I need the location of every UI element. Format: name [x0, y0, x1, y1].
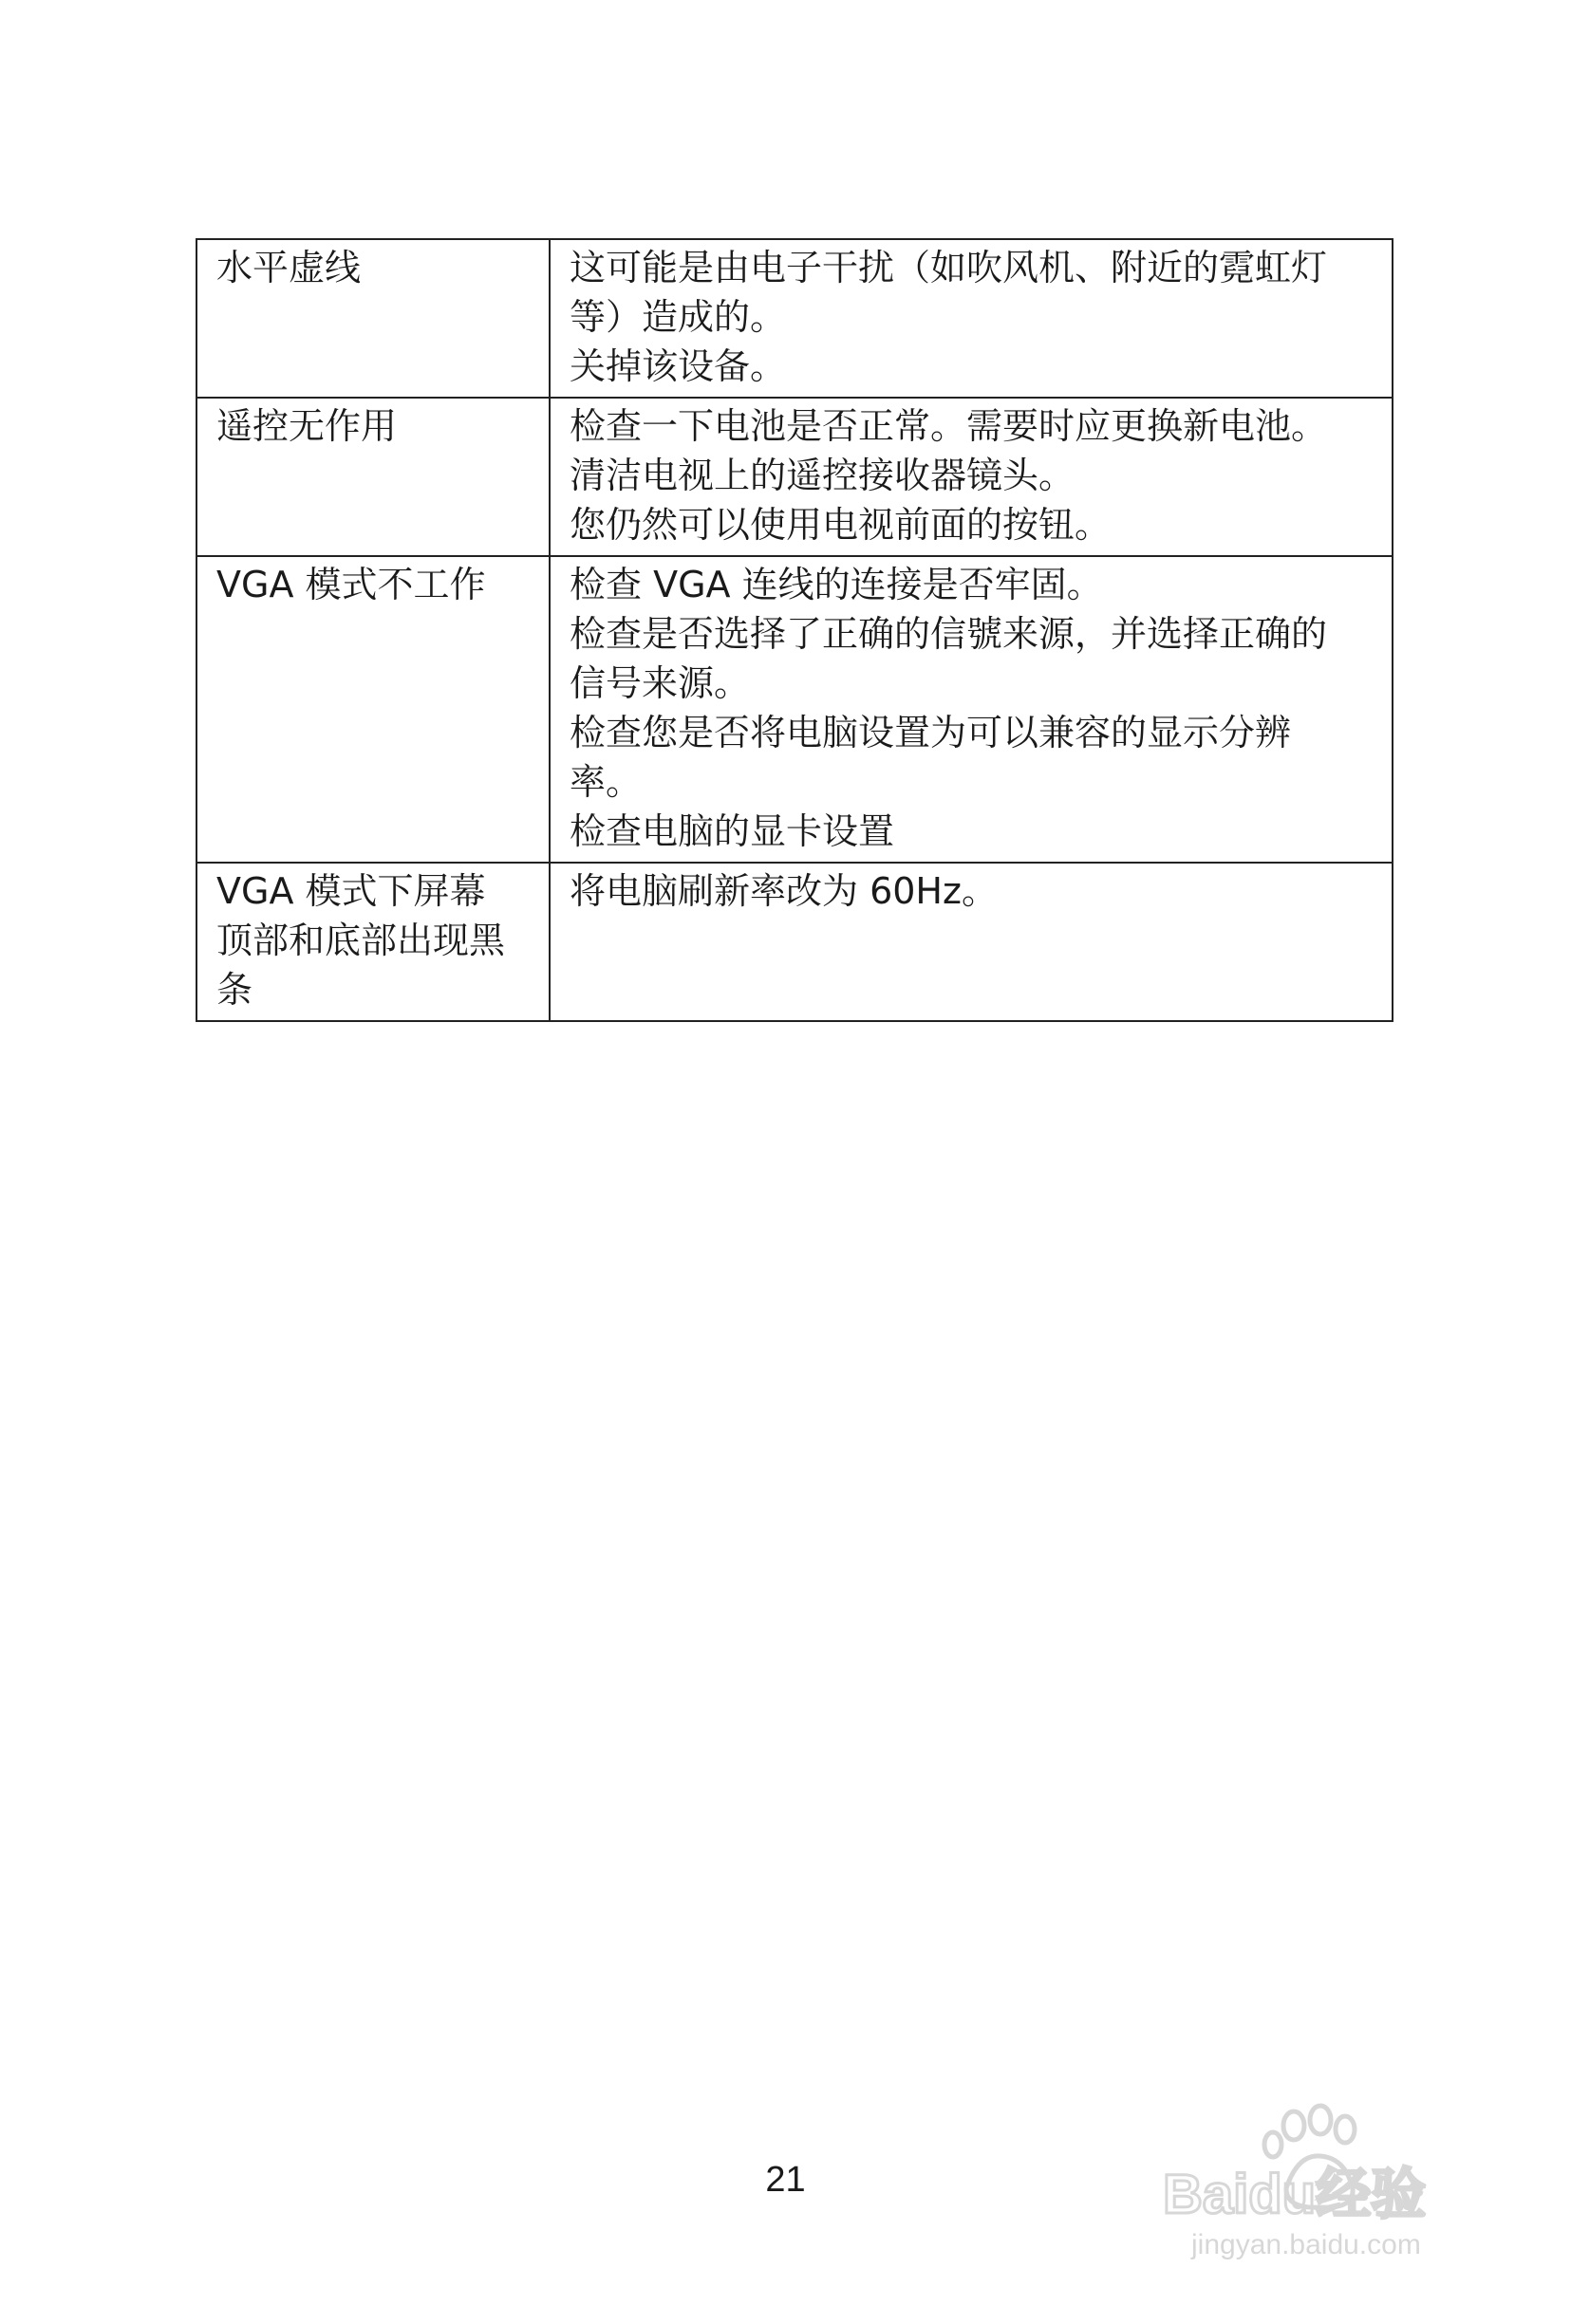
solution-cell: [550, 863, 1393, 1021]
watermark-brand-text: Baidu经验: [1163, 2164, 1427, 2225]
solution-text: 检查电脑的显卡设置: [570, 810, 895, 852]
solution-text: 检查您是否将电脑设置为可以兼容的显示分辨: [570, 712, 1292, 753]
solution-text: 检查是否选择了正确的信號来源，并选择正确的: [570, 613, 1328, 655]
solution-text: 检查 VGA 连线的连接是否牢固。: [570, 564, 1103, 605]
solution-text: 将电脑刷新率改为 60Hz。: [570, 870, 998, 912]
problem-text: 条: [216, 969, 253, 1011]
solution-text: 清洁电视上的遥控接收器镜头。: [570, 455, 1075, 496]
solution-text: 率。: [570, 761, 643, 803]
problem-text: 水平虚线: [216, 247, 362, 288]
troubleshooting-table: [196, 238, 1393, 1022]
table-row: [196, 556, 1393, 863]
solution-text: 信号来源。: [570, 662, 751, 704]
page-number: 21: [765, 2160, 806, 2200]
table-row: [196, 863, 1393, 1021]
problem-text: VGA 模式下屏幕: [216, 870, 486, 912]
solution-text: 等）造成的。: [570, 296, 787, 338]
problem-cell: [196, 556, 550, 863]
problem-text: 遥控无作用: [216, 405, 398, 447]
problem-cell: [196, 398, 550, 556]
problem-cell: [196, 863, 550, 1021]
baidu-watermark-logo: [1134, 2097, 1533, 2268]
problem-cell: [196, 239, 550, 398]
table-row: [196, 239, 1393, 398]
solution-text: 检查一下电池是否正常。需要时应更换新电池。: [570, 405, 1328, 447]
table-row: [196, 398, 1393, 556]
problem-text: VGA 模式不工作: [216, 564, 486, 605]
solution-cell: [550, 556, 1393, 863]
solution-cell: [550, 398, 1393, 556]
problem-text: 顶部和底部出现黑: [216, 920, 506, 961]
watermark-url-text: jingyan.baidu.com: [1191, 2229, 1421, 2260]
solution-text: 关掉该设备。: [570, 345, 787, 387]
solution-text: 这可能是由电子干扰（如吹风机、附近的霓虹灯: [570, 247, 1328, 288]
solution-text: 您仍然可以使用电视前面的按钮。: [570, 504, 1112, 546]
solution-cell: [550, 239, 1393, 398]
